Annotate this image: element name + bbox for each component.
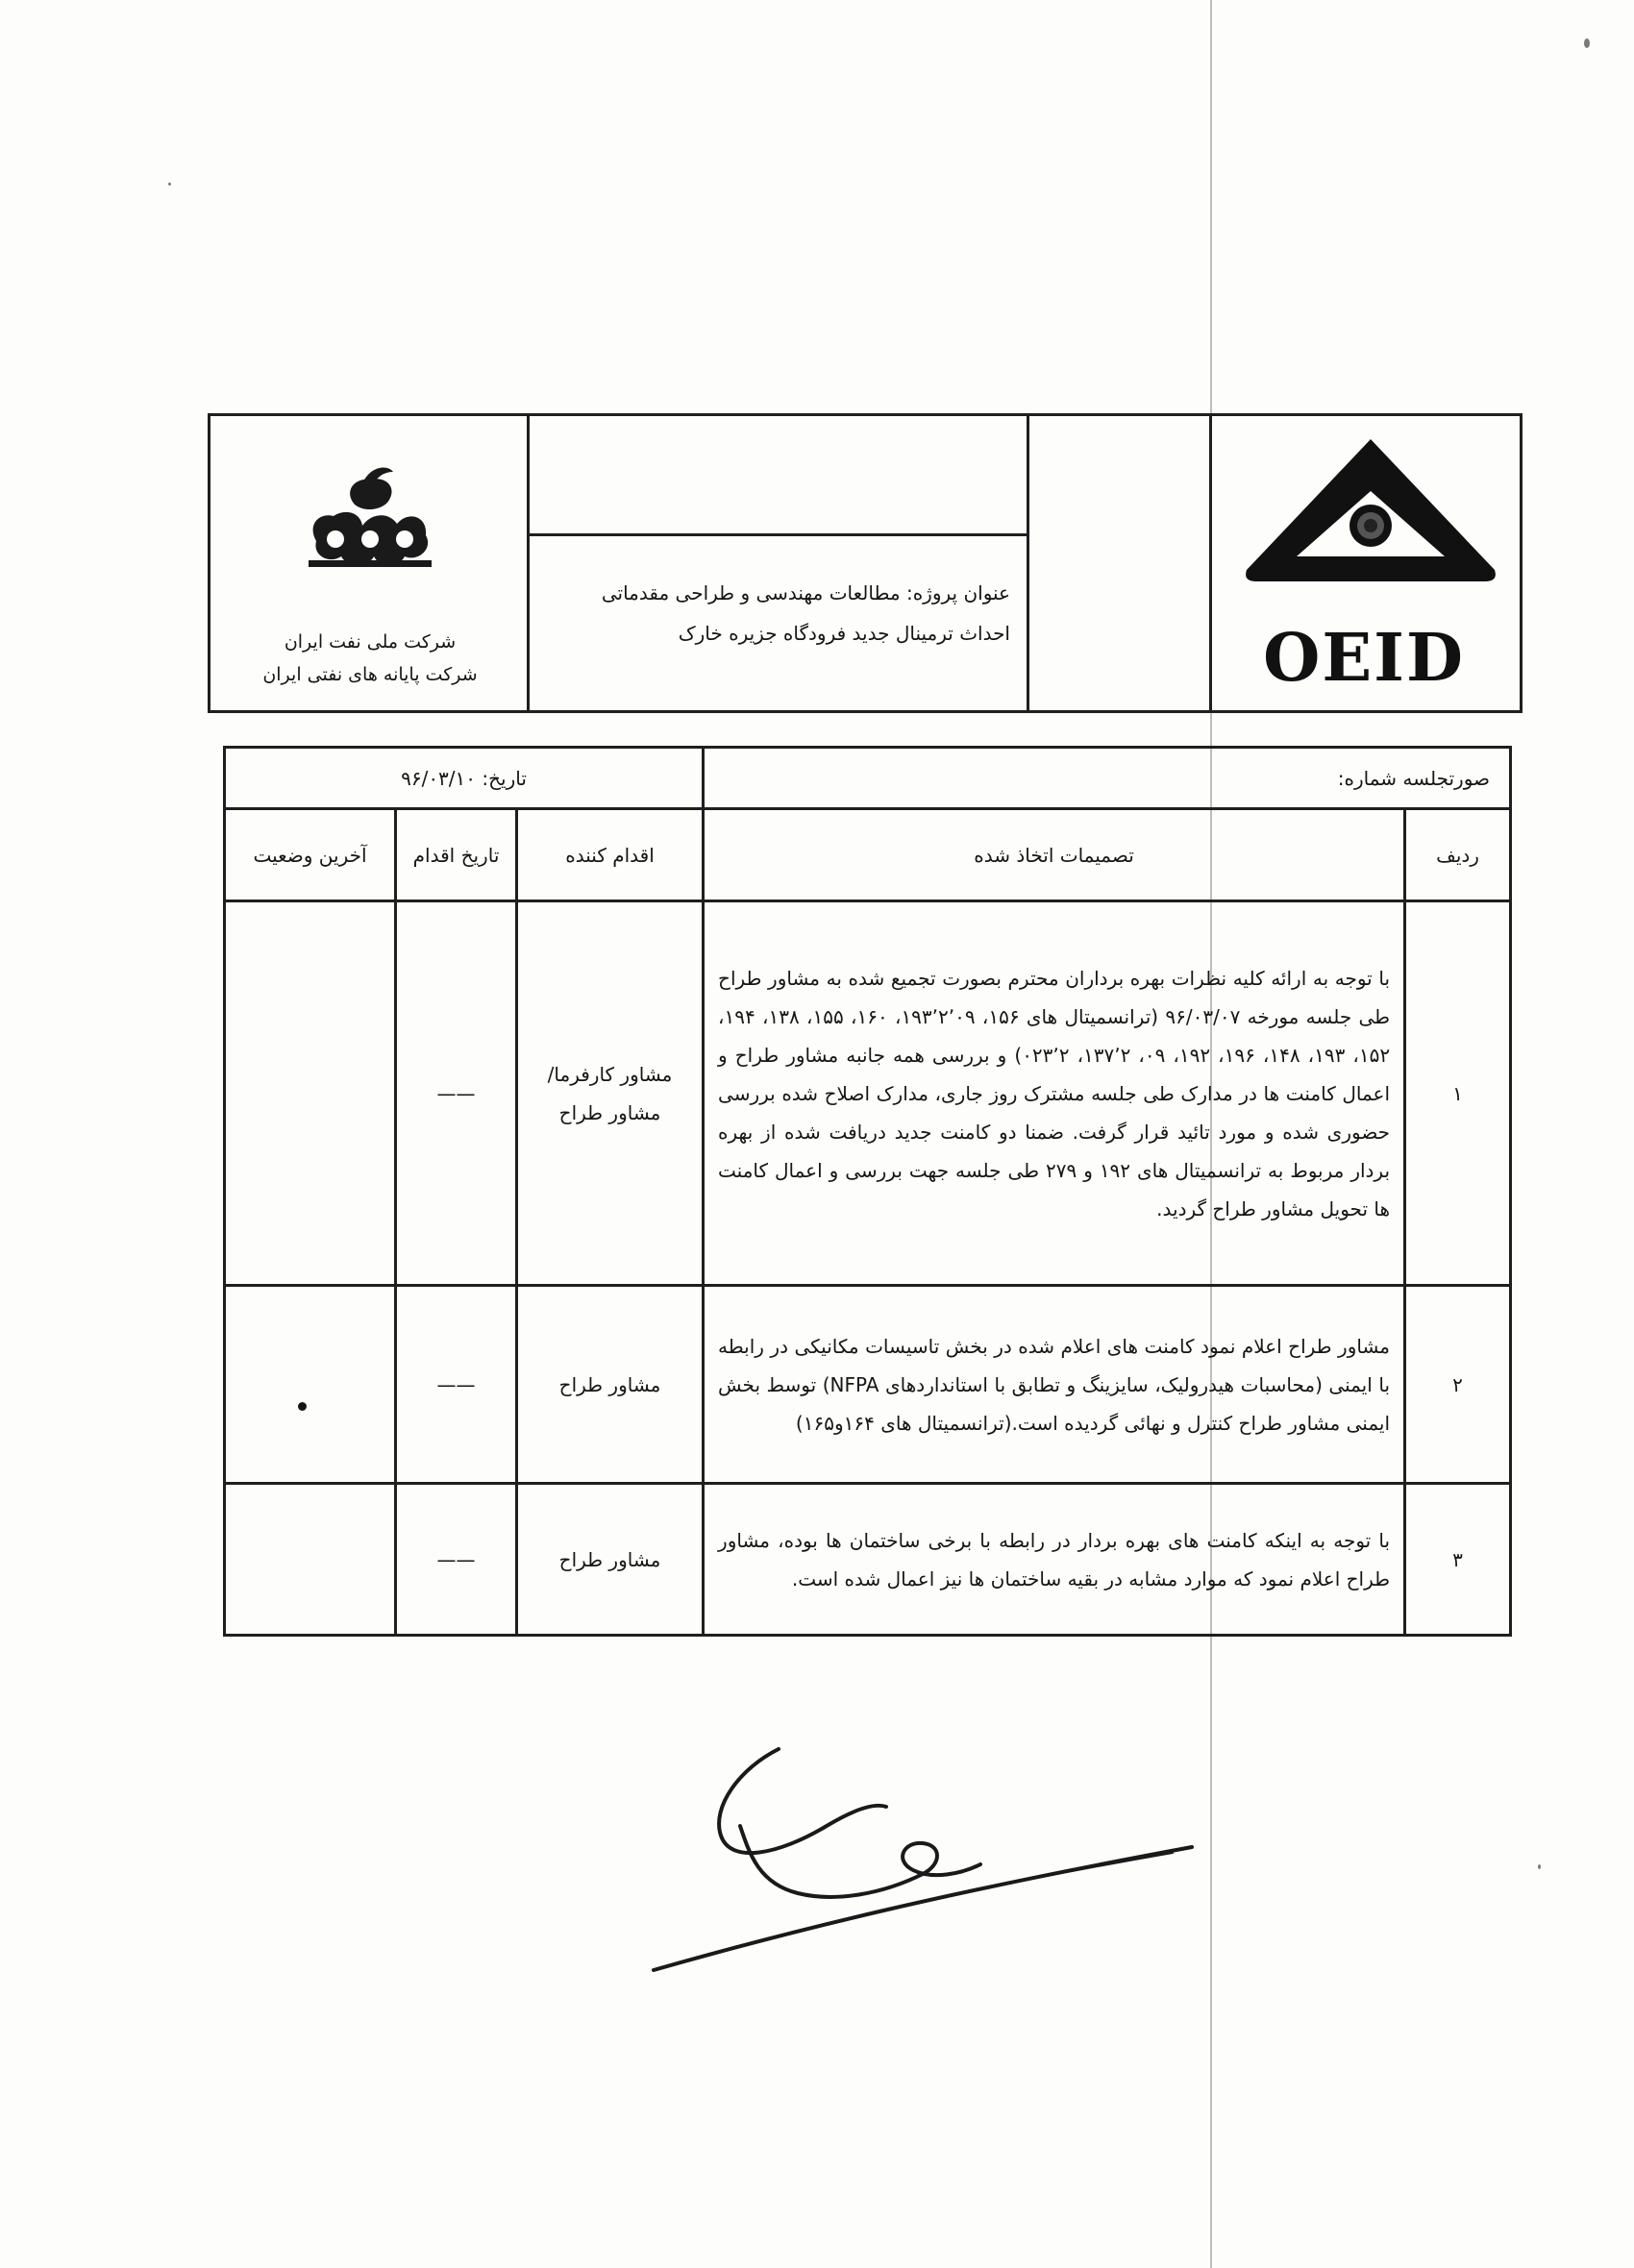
oeid-wordmark: OEID: [1263, 620, 1465, 697]
last-status: [225, 1484, 396, 1636]
project-title: [549, 573, 1010, 653]
decision-text: با توجه به ارائه کلیه نظرات بهره برداران محترم بصورت تجمیع شده به مشاور طراح طی جلسه مورخه ۹۶/۰۳/۰۷ (ترانسمیتال های ۱۵۶، ۱۹۳٬۲٬۰۹، ۱۶۰، ۱۵۵، ۱۳۸، ۱۹۴، ۱۵۲، ۱۹۳، ۱۴۸، ۱۹۶، ۱۹۲، ۰۹، ۱۳۷٬۲، ۰۲۳٬۲) و بررسی همه جانبه مشاور طراح و اعمال کامنت ها در مدارک طی جلسه مشترک روز جاری، مدارک اصلاح شده بررسی حضوری شده و مورد تائید قرار گرفت. ضمنا دو کامنت جدید دریافت شده از بهره بردار مربوط به ترانسمیتال های ۱۹۲ و ۲۷۹ طی جلسه جهت بررسی و اعمال کامنت ها تحویل مشاور طراح گردید.: [704, 901, 1405, 1286]
document-header: [208, 413, 1523, 713]
scan-speck: [1584, 38, 1590, 48]
last-status-cell: [225, 1286, 396, 1484]
actor: مشاور کارفرما/مشاور طراح: [517, 901, 704, 1286]
oeid-triangle-logo-icon: [1241, 433, 1500, 626]
company-name-terminals: شرکت پایانه های نفتی ایران: [262, 664, 478, 685]
handwritten-signature: [634, 1730, 1211, 1980]
nioc-flame-logo-icon: [210, 416, 530, 618]
column-header-action-date: تاریخ اقدام: [396, 809, 517, 901]
row-number: ۲: [1405, 1286, 1511, 1484]
table-row: [225, 1484, 1511, 1636]
project-title-line-1: عنوان پروژه: مطالعات مهندسی و طراحی مقدماتی: [601, 581, 1010, 604]
minutes-date: تاریخ: ۹۶/۰۳/۱۰: [225, 748, 704, 809]
oeid-logo-cell: [1212, 416, 1520, 710]
actor: مشاور طراح: [517, 1286, 704, 1484]
minutes-table: [223, 746, 1512, 1637]
row-number: ۳: [1405, 1484, 1511, 1636]
table-header-row: [225, 809, 1511, 901]
scan-speck: [168, 183, 171, 185]
ink-dot-mark: [298, 1402, 307, 1411]
header-blank-cell: [1029, 416, 1212, 710]
table-row: [225, 901, 1511, 1286]
column-header-row-number: ردیف: [1405, 809, 1511, 901]
last-status: [225, 901, 396, 1286]
column-header-actor: اقدام کننده: [517, 809, 704, 901]
row-number: ۱: [1405, 901, 1511, 1286]
scan-speck: [1538, 1864, 1541, 1869]
minutes-number: صورتجلسه شماره:: [704, 748, 1511, 809]
action-date: ——: [396, 901, 517, 1286]
project-title-cell: [530, 536, 1029, 710]
column-header-decisions: تصمیمات اتخاذ شده: [704, 809, 1405, 901]
table-row: [225, 1286, 1511, 1484]
action-date: ——: [396, 1484, 517, 1636]
decision-text: مشاور طراح اعلام نمود کامنت های اعلام شده در بخش تاسیسات مکانیکی در رابطه با ایمنی (محاسبات هیدرولیک، سایزینگ و تطابق با استانداردهای NFPA) توسط بخش ایمنی مشاور طراح کنترل و نهائی گردیده است.(ترانسمیتال های ۱۶۴و۱۶۵): [704, 1286, 1405, 1484]
project-title-line-2: احداث ترمینال جدید فرودگاه جزیره خارک: [678, 622, 1010, 645]
company-cell: [210, 416, 530, 710]
decision-text: با توجه به اینکه کامنت های بهره بردار در رابطه با برخی ساختمان ها بوده، مشاور طراح اعلام نمود که موارد مشابه در بقیه ساختمان ها نیز اعمال شده است.: [704, 1484, 1405, 1636]
column-header-last-status: آخرین وضعیت: [225, 809, 396, 901]
company-name-nioc: شرکت ملی نفت ایران: [284, 631, 457, 653]
actor: مشاور طراح: [517, 1484, 704, 1636]
action-date: ——: [396, 1286, 517, 1484]
company-names: [210, 626, 530, 691]
minutes-info-row: [225, 748, 1511, 809]
header-blank-cell: [530, 416, 1029, 536]
